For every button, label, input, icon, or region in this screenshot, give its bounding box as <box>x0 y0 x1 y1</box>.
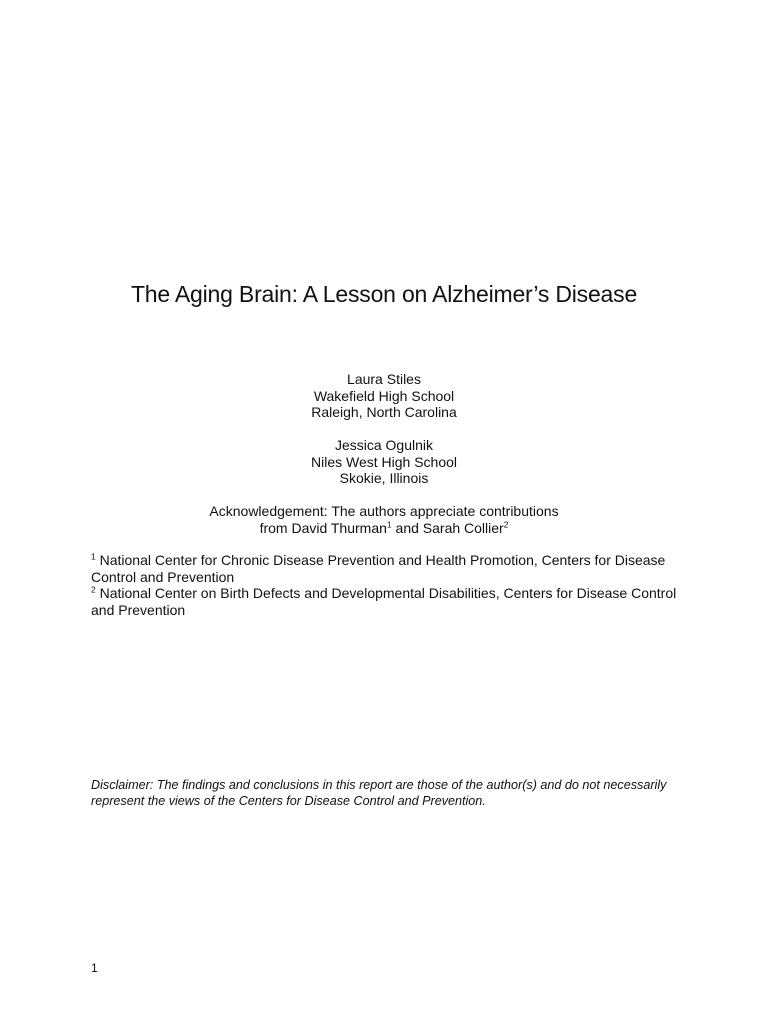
acknowledgement <box>0 503 768 536</box>
author-location: Skokie, Illinois <box>339 470 429 486</box>
footnotes <box>91 552 691 618</box>
disclaimer: Disclaimer: The findings and conclusions in this report are those of the author(s) and do not necessarily represent the views of the Centers for Disease Control and Prevention. <box>91 778 667 808</box>
author-location: Raleigh, North Carolina <box>311 404 457 420</box>
author-school: Niles West High School <box>310 453 458 470</box>
acknowledgement-line-1: Acknowledgement: The authors appreciate contributions <box>209 503 559 519</box>
footnote-mark: 2 <box>91 584 96 595</box>
acknowledgement-contributor-2: and Sarah Collier <box>391 519 504 536</box>
author-school: Wakefield High School <box>313 387 455 404</box>
acknowledgement-line-2 <box>0 520 768 537</box>
footnote-text: National Center on Birth Defects and Developmental Disabilities, Centers for Disease Control and Prevention <box>91 585 677 618</box>
author-name: Jessica Ogulnik <box>334 437 434 453</box>
footnote-mark: 1 <box>91 551 96 562</box>
author-block-1 <box>0 371 768 421</box>
footnote-text: National Center for Chronic Disease Prevention and Health Promotion, Centers for Disease Control and Prevention <box>91 552 666 585</box>
document-title: The Aging Brain: A Lesson on Alzheimer’s Disease <box>130 281 638 307</box>
page-number: 1 <box>91 961 98 975</box>
author-block-2 <box>0 437 768 487</box>
author-name: Laura Stiles <box>347 371 421 387</box>
footnote-1 <box>91 552 691 585</box>
footnote-2 <box>91 585 691 618</box>
footnote-mark: 2 <box>503 518 509 529</box>
acknowledgement-contributor-1: from David Thurman <box>259 519 387 536</box>
footnote-mark: 1 <box>386 518 392 529</box>
